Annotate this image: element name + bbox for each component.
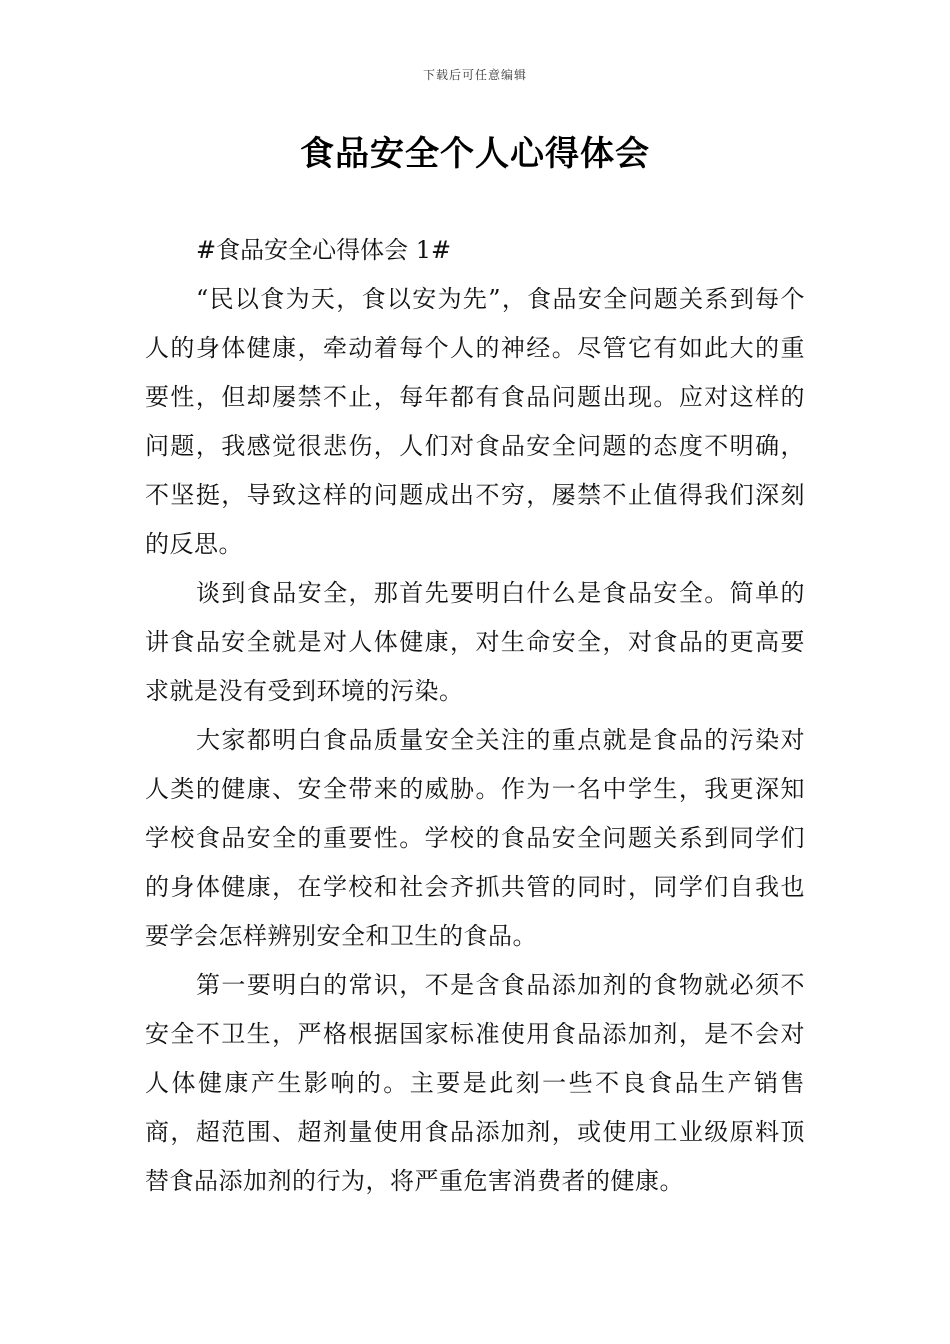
- paragraph-2: 谈到食品安全，那首先要明白什么是食品安全。简单的讲食品安全就是对人体健康，对生命安全，对食品的更高要求就是没有受到环境的污染。: [145, 579, 805, 705]
- header-note: 下载后可任意编辑: [422, 68, 527, 82]
- paragraph-3: 大家都明白食品质量安全关注的重点就是食品的污染对人类的健康、安全带来的威胁。作为一名中学生，我更深知学校食品安全的重要性。学校的食品安全问题关系到同学们的身体健康，在学校和社会齐抓共管的同时，同学们自我也要学会怎样辨别安全和卫生的食品。: [145, 726, 805, 950]
- section-heading: #食品安全心得体会 1#: [196, 236, 452, 264]
- document-title: 食品安全个人心得体会: [300, 134, 650, 174]
- paragraph-4: 第一要明白的常识，不是含食品添加剂的食物就必须不安全不卫生，严格根据国家标准使用食品添加剂，是不会对人体健康产生影响的。主要是此刻一些不良食品生产销售商，超范围、超剂量使用食品添加剂，或使用工业级原料顶替食品添加剂的行为，将严重危害消费者的健康。: [145, 971, 805, 1195]
- document-body: [145, 226, 805, 1206]
- paragraph-1: “民以食为天，食以安为先”，食品安全问题关系到每个人的身体健康，牵动着每个人的神经。尽管它有如此大的重要性，但却屡禁不止，每年都有食品问题出现。应对这样的问题，我感觉很悲伤，人们对食品安全问题的态度不明确，不坚挺，导致这样的问题成出不穷，屡禁不止值得我们深刻的反思。: [145, 285, 805, 558]
